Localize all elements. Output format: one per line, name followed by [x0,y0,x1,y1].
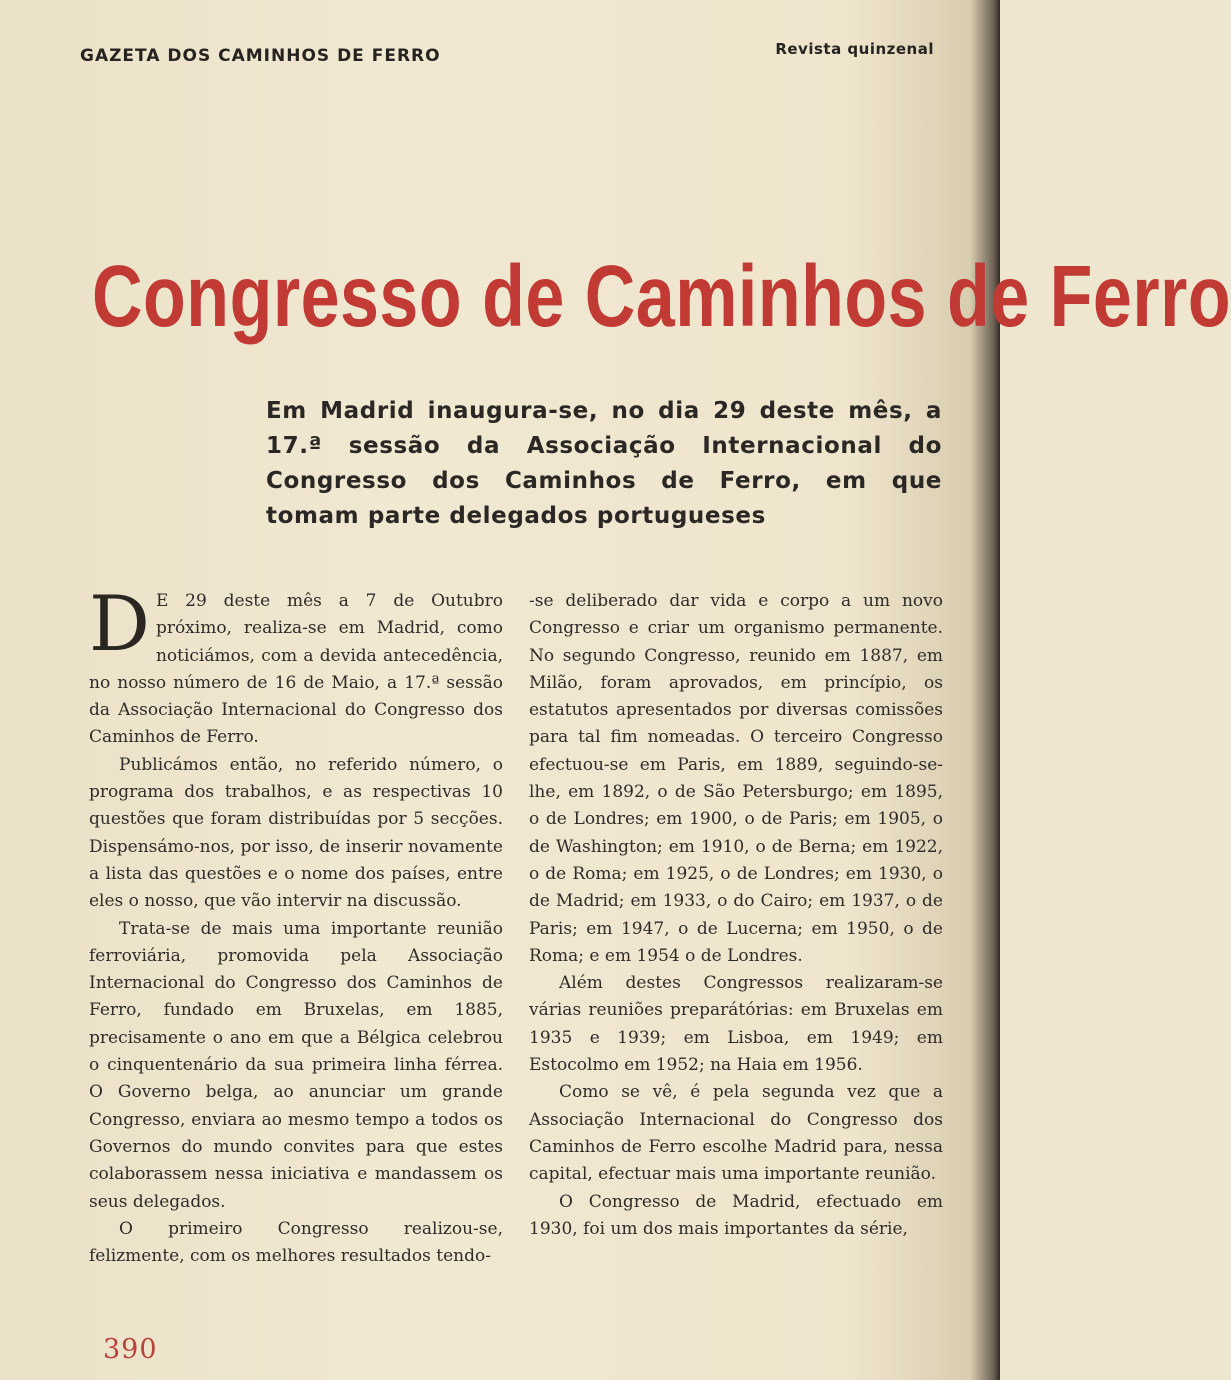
left-column [89,579,503,1270]
page-number: 390 [103,1334,158,1365]
paragraph: O Congresso de Madrid, efectuado em 1930, foi um dos mais importantes da série, [529,1191,943,1239]
paragraph: -se deliberado dar vida e corpo a um novo Congresso e criar um organismo permanente. No segundo Congresso, reunido em 1887, em Milão, foram aprovados, em princípio, os estatutos apresentados por diversas comissões para tal fim nomeadas. O terceiro Congresso efectuou-se em Paris, em 1889, seguindo-se-lhe, em 1892, o de São Petersburgo; em 1895, o de Londres; em 1900, o de Paris; em 1905, o de Washington; em 1910, o de Berna; em 1922, o de Roma; em 1925, o de Londres; em 1930, o de Madrid; em 1933, o do Cairo; em 1937, o de Paris; em 1947, o de Lucerna; em 1950, o de Roma; e em 1954 o de Londres. [529,591,943,966]
paragraph: Trata-se de mais uma importante reunião ferroviária, promovida pela Associação Internacional do Congresso dos Caminhos de Ferro, fundado em Bruxelas, em 1885, precisamente o ano em que a Bélgica celebrou o cinquentenário da sua primeira linha férrea. O Governo belga, ao anunciar um grande Congresso, enviara ao mesmo tempo a todos os Governos do mundo convites para que estes colaborassem nessa iniciativa e mandassem os seus delegados. [89,918,503,1212]
running-head: GAZETA DOS CAMINHOS DE FERRO [80,46,441,66]
running-tagline: Revista quinzenal [775,40,934,58]
article-title: Congresso de Caminhos de Ferro [92,247,1231,345]
paragraph: Além destes Congressos realizaram-se várias reuniões preparátórias: em Bruxelas em 1935 e 1939; em Lisboa, em 1949; em Estocolmo em 1952; na Haia em 1956. [529,973,943,1076]
paragraph: Publicámos então, no referido número, o programa dos trabalhos, e as respectivas 10 questões que foram distribuídas por 5 secções. Dispensámo-nos, por isso, de inserir novamente a lista das questões e o nome dos países, entre eles o nosso, que vão intervir na discussão. [89,754,503,912]
drop-cap: D [89,579,150,668]
paragraph [89,579,503,752]
right-column [529,588,943,1243]
article-subtitle: Em Madrid inaugura-se, no dia 29 deste mês, a 17.ª sessão da Associação Internacional do Congresso dos Caminhos de Ferro, em que tomam parte delegados portugueses [266,398,942,529]
paragraph: Como se vê, é pela segunda vez que a Associação Internacional do Congresso dos Caminhos de Ferro escolhe Madrid para, nessa capital, efectuar mais uma importante reunião. [529,1082,943,1185]
paragraph-text: E 29 deste mês a 7 de Outubro próximo, realiza-se em Madrid, como noticiámos, com a devida antecedência, no nosso número de 16 de Maio, a 17.ª sessão da Associação Internacional do Congresso dos Caminhos de Ferro. [89,591,503,748]
paragraph: O primeiro Congresso realizou-se, felizmente, com os melhores resultados tendo- [89,1218,503,1267]
